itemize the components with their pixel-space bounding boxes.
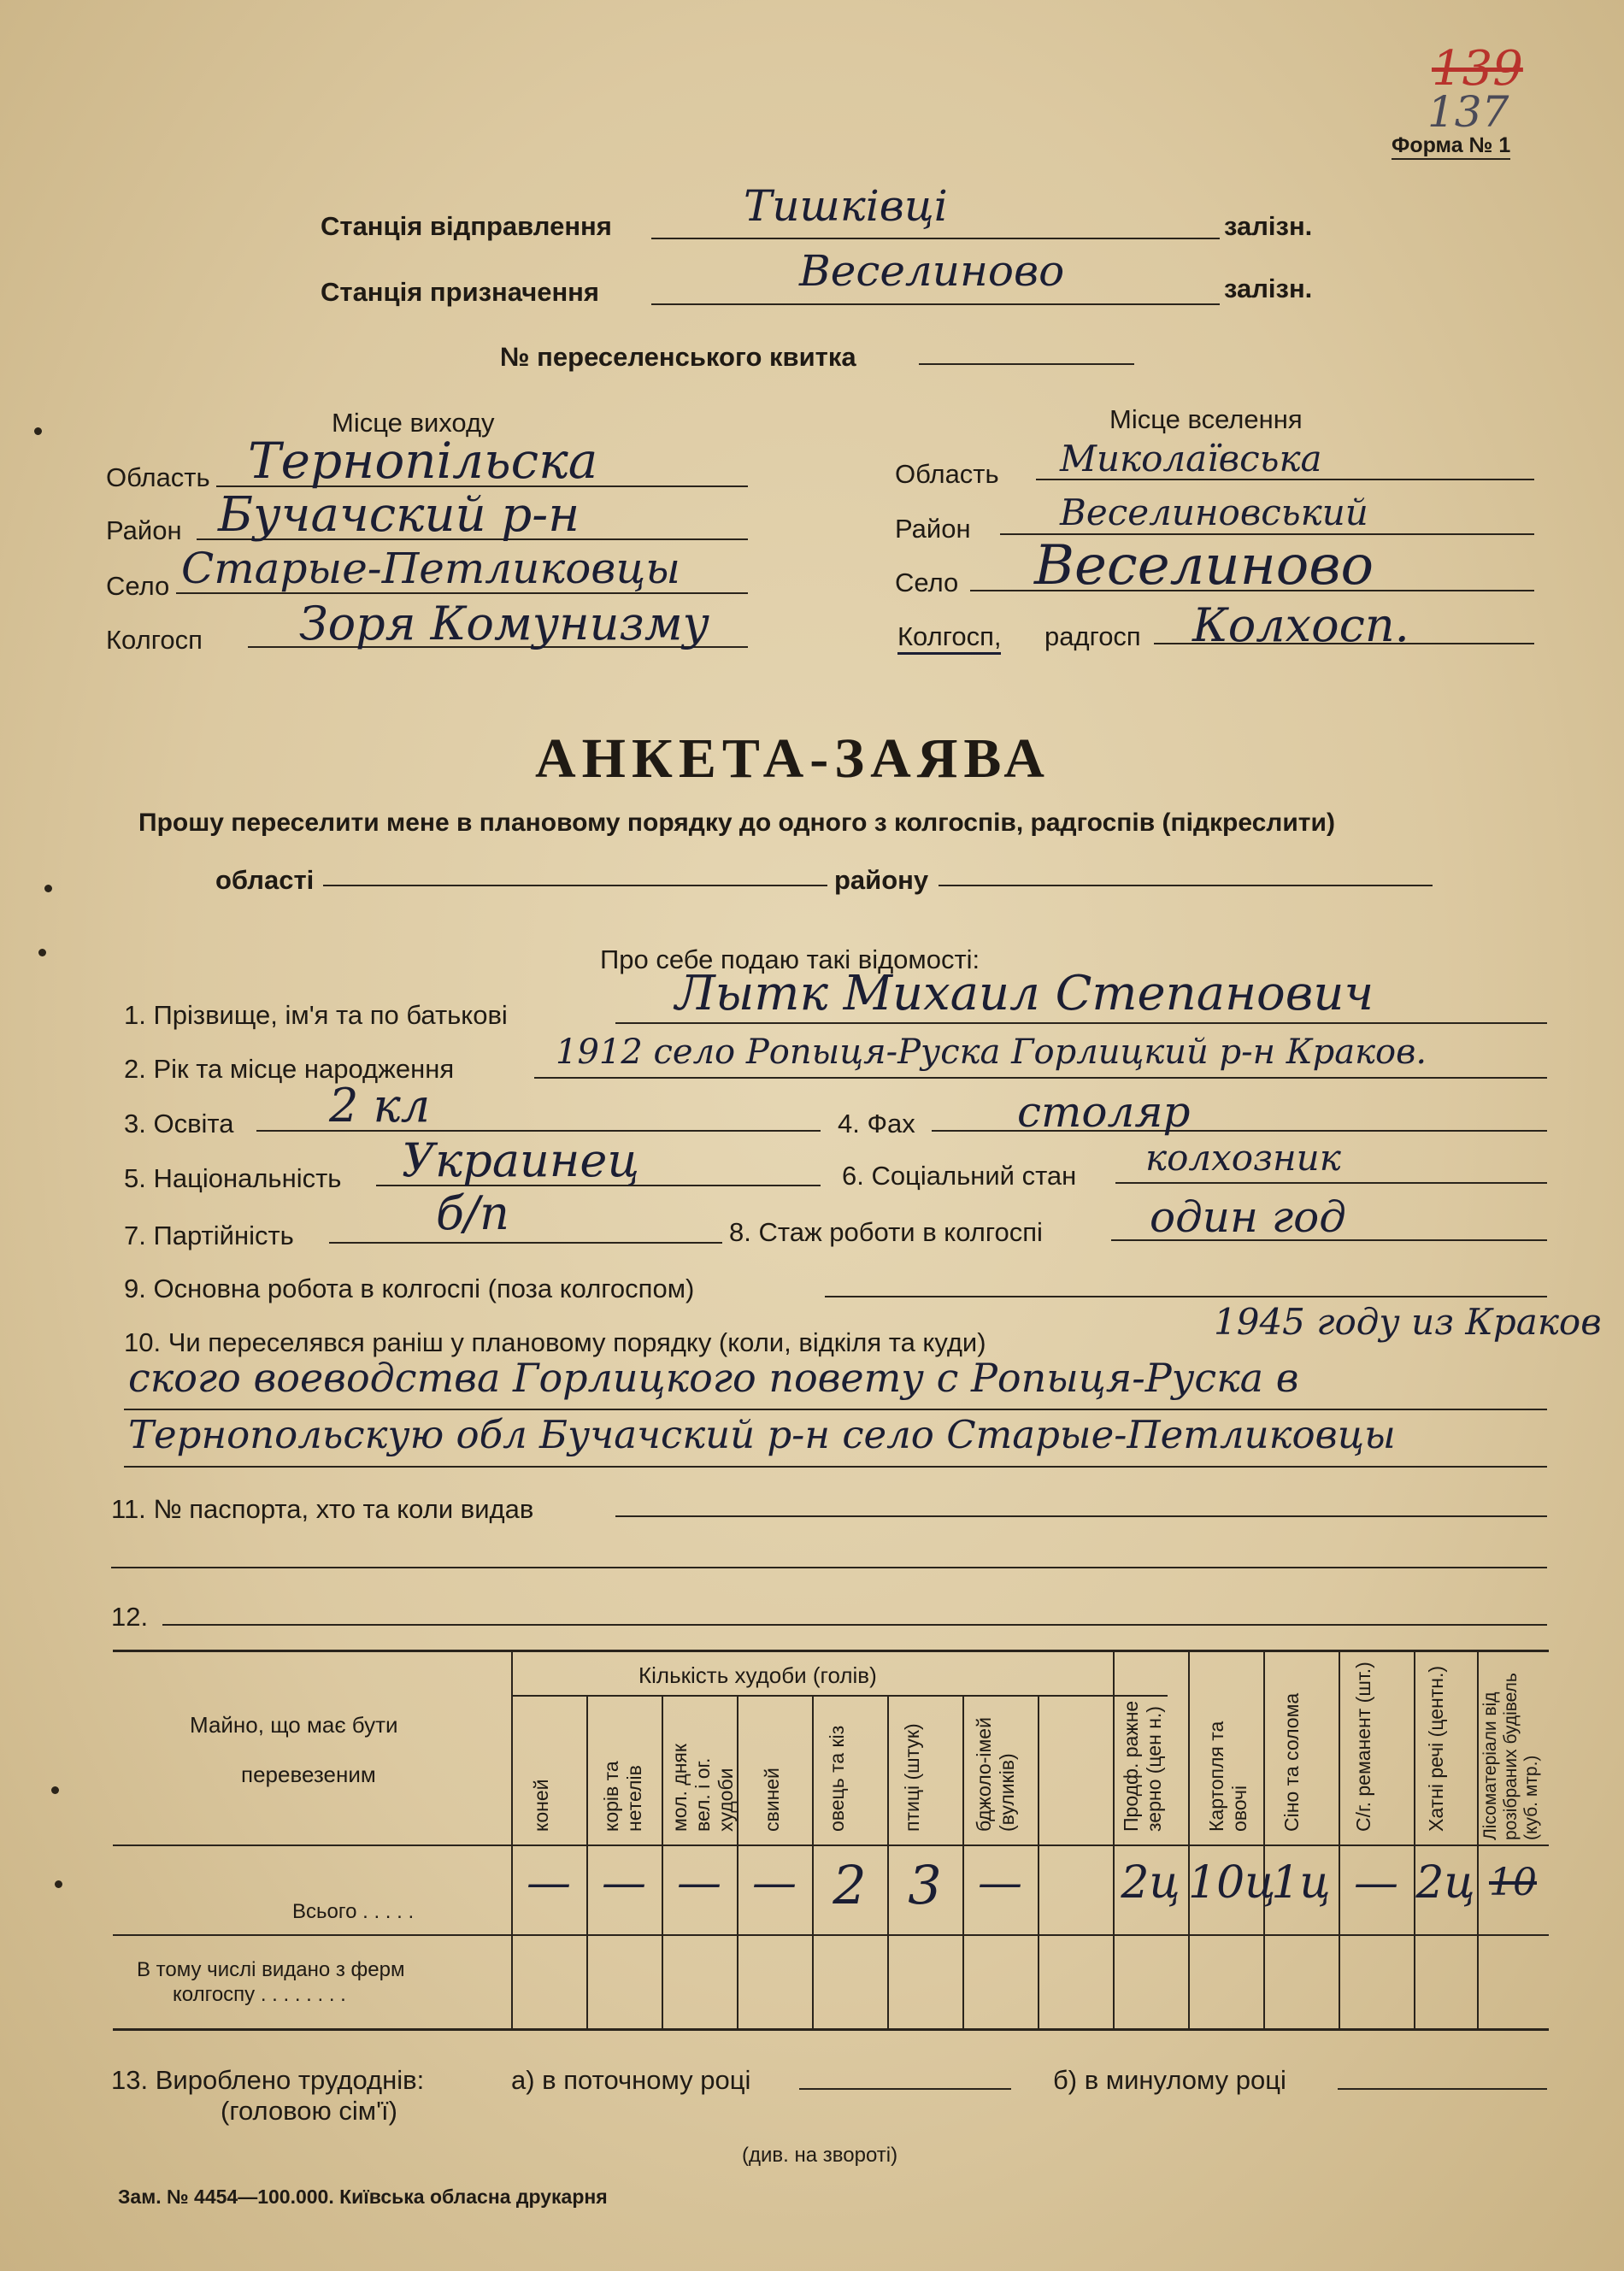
ticket-line [919, 363, 1134, 365]
col-header-household: Хатні речі (центн.) [1425, 1665, 1447, 1832]
request-line: Прошу переселити мене в плановому порядку до одного з колгоспів, радгоспів (підкреслити) [138, 809, 1335, 837]
destination-value: Веселиново [799, 246, 1065, 296]
total-tools: — [1354, 1857, 1398, 1909]
col-header-poultry: птиці (штук) [901, 1723, 923, 1832]
total-young-cattle: — [677, 1857, 721, 1909]
field-8-value: один год [1150, 1192, 1346, 1242]
total-row-line [113, 1934, 1549, 1936]
col-header-young-cattle: мол. дняк вел. і ог. худоби [668, 1744, 737, 1832]
field-9-label: 9. Основна робота в колгоспі (поза колгоспом) [124, 1274, 695, 1303]
field-11-label: 11. № паспорта, хто та коли видав [111, 1494, 534, 1524]
origin-kolhosp-label: Колгосп [106, 625, 203, 655]
field-7-label: 7. Партійність [124, 1221, 294, 1250]
col-header-pigs: свиней [761, 1768, 783, 1832]
settlement-selo-value: Веселиново [1034, 534, 1374, 597]
field-6-value: колхозник [1145, 1137, 1341, 1179]
punch-hole [34, 427, 42, 435]
field-6-label: 6. Соціальний стан [842, 1161, 1077, 1191]
archive-number-red: 139 [1432, 41, 1523, 97]
col-divider [1113, 1652, 1115, 2028]
col-header-potatoes: Картопля та овочі [1205, 1721, 1250, 1832]
field-2-label: 2. Рік та місце народження [124, 1054, 455, 1084]
field-1-value: Лытк Михаил Степанович [675, 966, 1374, 1021]
field-5-label: 5. Національність [124, 1163, 342, 1193]
intro-line: Про себе подаю такі відомості: [600, 944, 980, 974]
total-sheep-goats: 2 [833, 1854, 867, 1916]
field-2-line [534, 1077, 1547, 1079]
field-13-b: б) в минулому році [1053, 2065, 1286, 2095]
property-header-1: Майно, що має бути [190, 1712, 398, 1738]
oblasti-line [323, 885, 827, 886]
livestock-header-line [511, 1695, 1168, 1697]
field-1-line [615, 1022, 1547, 1024]
field-7-line [329, 1242, 722, 1244]
total-horses: — [527, 1857, 571, 1909]
field-10-value-2: ского воеводства Горлицкого повету с Ропыця-Руска в [128, 1355, 1299, 1401]
see-back-note: (див. на звороті) [742, 2144, 898, 2167]
col-header-tools: С/г. реманент (шт.) [1352, 1662, 1374, 1832]
field-4-label: 4. Фах [838, 1109, 915, 1138]
field-13-a-line [799, 2088, 1011, 2090]
livestock-header: Кількість худоби (голів) [638, 1662, 877, 1688]
punch-hole [51, 1786, 59, 1794]
field-10-line-2 [124, 1409, 1547, 1410]
settlement-kolhosp-label: Колгосп, [897, 621, 1001, 655]
settlement-raion-value: Веселиновський [1060, 491, 1368, 533]
field-9-line [825, 1296, 1547, 1297]
field-13-label: 13. Вироблено трудоднів: [111, 2065, 425, 2095]
dispatch-value: Тишківці [744, 181, 948, 231]
origin-selo-value: Старые-Петликовцы [181, 544, 681, 593]
col-header-horses: коней [530, 1779, 552, 1832]
destination-line [651, 303, 1220, 305]
total-cows: — [602, 1857, 646, 1909]
total-pigs: — [752, 1857, 797, 1909]
settlement-raion-label: Район [895, 514, 971, 544]
field-11-line [615, 1515, 1547, 1517]
field-10-line-3 [124, 1466, 1547, 1468]
col-header-hay: Сіно та солома [1280, 1692, 1303, 1832]
col-divider [1414, 1652, 1415, 2028]
field-8-label: 8. Стаж роботи в колгоспі [729, 1217, 1043, 1247]
col-divider [1188, 1652, 1190, 2028]
field-13-b-line [1338, 2088, 1547, 2090]
punch-hole [38, 949, 46, 956]
dispatch-suffix: залізн. [1224, 211, 1313, 241]
total-household: 2ц [1415, 1857, 1475, 1909]
origin-kolhosp-value: Зоря Комунизму [299, 597, 709, 650]
field-10-value-1: 1945 году из Краков [1214, 1301, 1602, 1343]
punch-hole [55, 1880, 62, 1888]
settlement-oblast-value: Миколаївська [1060, 438, 1322, 479]
field-5-value: Украинец [402, 1133, 640, 1187]
col-divider [1477, 1652, 1479, 2028]
col-divider [511, 1652, 513, 2028]
destination-suffix: залізн. [1224, 274, 1313, 303]
raionu-line [939, 885, 1433, 886]
archive-number-pencil: 137 [1427, 87, 1509, 137]
col-header-bees: бджоло-імей (вуликів) [973, 1717, 1018, 1832]
settlement-header: Місце вселення [1109, 404, 1303, 434]
field-4-value: столяр [1017, 1087, 1191, 1137]
field-11-line-2 [111, 1567, 1547, 1568]
total-poultry: 3 [908, 1854, 942, 1916]
total-potatoes: 10ц [1188, 1857, 1276, 1909]
dispatch-label: Станція відправлення [321, 211, 612, 241]
field-13-family: (головою сім'ї) [221, 2096, 397, 2126]
printer-info: Зам. № 4454—100.000. Київська обласна друкарня [118, 2186, 608, 2208]
destination-label: Станція призначення [321, 277, 599, 307]
field-10-value-3: Тернопольскую обл Бучачский р-н село Старые-Петликовцы [128, 1412, 1396, 1457]
field-2-value: 1912 село Ропыця-Руска Горлицкий р-н Краков. [556, 1033, 1427, 1072]
origin-raion-value: Бучачский р-н [218, 487, 580, 543]
field-12-label: 12. [111, 1602, 149, 1632]
origin-raion-label: Район [106, 515, 182, 545]
total-timber: 10 [1489, 1861, 1537, 1904]
total-label: Всього . . . . . [292, 1900, 415, 1923]
raionu-label: району [834, 865, 929, 895]
col-header-sheep-goats: овець та кіз [826, 1725, 848, 1832]
origin-oblast-value: Тернопільска [248, 432, 598, 490]
col-divider [1339, 1652, 1340, 2028]
settlement-radhosp-label: радгосп [1044, 621, 1141, 651]
total-bees: — [978, 1857, 1022, 1909]
punch-hole [44, 885, 52, 892]
origin-selo-label: Село [106, 571, 170, 601]
origin-header: Місце виходу [332, 408, 495, 438]
form-title: АНКЕТА-ЗАЯВА [535, 727, 1050, 790]
field-7-value: б/п [436, 1186, 509, 1240]
oblasti-label: області [215, 865, 315, 895]
col-header-cows: корів та нетелів [600, 1761, 645, 1832]
field-3-label: 3. Освіта [124, 1109, 234, 1138]
field-3-value: 2 кл [329, 1079, 431, 1133]
header-bottom-line [113, 1844, 1549, 1846]
total-grain: 2ц [1121, 1857, 1180, 1909]
property-table [113, 1650, 1549, 2031]
settlement-selo-label: Село [895, 568, 959, 597]
col-header-timber: Лісоматеріали від розібраних будівель (куб. мтр.) [1480, 1673, 1541, 1840]
col-header-grain: Продф. ражне зерно (цен н.) [1120, 1700, 1165, 1832]
settlement-oblast-label: Область [895, 459, 999, 489]
field-1-label: 1. Прізвище, ім'я та по батькові [124, 1000, 508, 1030]
field-10-label: 10. Чи переселявся раніш у плановому порядку (коли, відкіля та куди) [124, 1327, 986, 1357]
ticket-label: № переселенського квитка [500, 342, 856, 372]
total-hay: 1ц [1271, 1857, 1331, 1909]
form-number: Форма № 1 [1392, 133, 1510, 160]
farm-label-1: В тому числі видано з ферм [137, 1958, 405, 1981]
field-13-a: а) в поточному році [511, 2065, 751, 2095]
col-divider [1038, 1695, 1039, 2028]
origin-oblast-label: Область [106, 462, 210, 492]
farm-label-2: колгоспу . . . . . . . . [173, 1983, 346, 2006]
settlement-kolhosp-value: Колхосп. [1192, 598, 1409, 652]
field-6-line [1115, 1182, 1547, 1184]
property-header-2: перевезеним [241, 1762, 376, 1787]
dispatch-line [651, 238, 1220, 239]
col-divider [1263, 1652, 1265, 2028]
field-12-line [162, 1624, 1547, 1626]
